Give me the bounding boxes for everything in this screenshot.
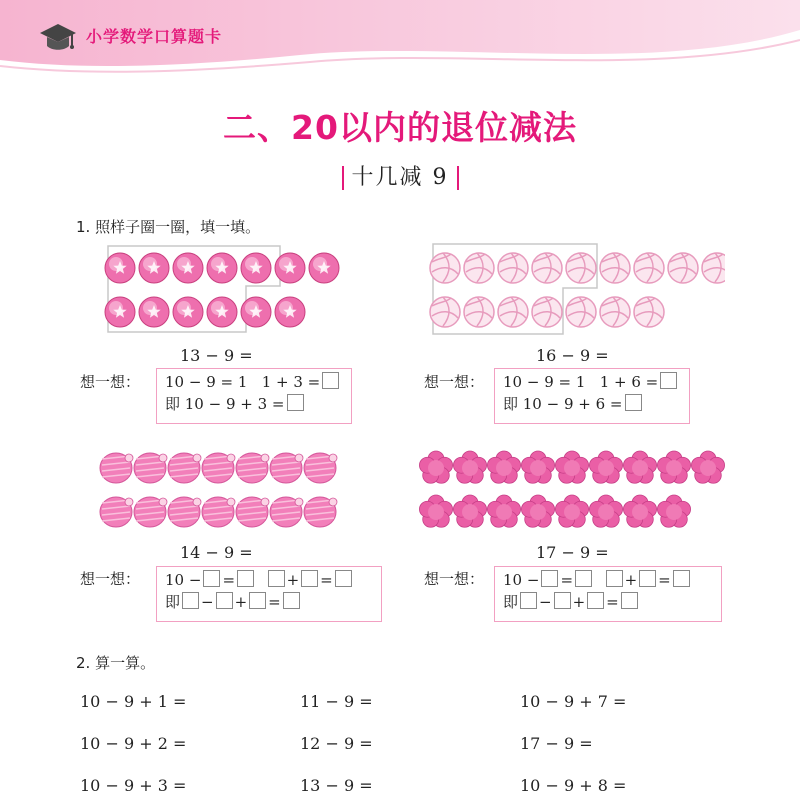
answer-box[interactable] [335, 570, 352, 587]
answer-box[interactable] [237, 570, 254, 587]
hint4-plus: + [624, 571, 638, 589]
drum-item [134, 497, 167, 527]
equation-4: 17 − 9 = [536, 543, 609, 562]
volleyball-item [634, 297, 664, 327]
flower-item [623, 495, 656, 527]
flower-item [691, 451, 724, 483]
star-ball-item [207, 253, 237, 283]
star-ball-item [139, 297, 169, 327]
calc-r3c3: 10 − 9 + 8 = [520, 776, 627, 795]
calc-r1c2: 11 − 9 = [300, 692, 373, 711]
volleyball-item [498, 253, 528, 283]
volleyball-item [634, 253, 664, 283]
answer-box[interactable] [283, 592, 300, 609]
drum-item [236, 453, 269, 483]
hint-box-1 [156, 368, 352, 424]
star-ball-item [309, 253, 339, 283]
flower-item [623, 451, 656, 483]
picture-flowers [416, 444, 726, 534]
answer-box[interactable] [606, 570, 623, 587]
answer-box[interactable] [520, 592, 537, 609]
answer-box[interactable] [203, 570, 220, 587]
hint3-eq: = [320, 571, 333, 589]
answer-box[interactable] [639, 570, 656, 587]
picture-star-balls [100, 240, 360, 340]
drum-item [304, 497, 337, 527]
hint3-eq: = [268, 593, 281, 611]
think-label-4: 想一想： [424, 570, 485, 588]
brand-title: 小学数学口算题卡 [86, 27, 223, 46]
volleyball-item [430, 297, 460, 327]
think-label-3: 想一想： [80, 570, 141, 588]
star-ball-item [241, 297, 271, 327]
answer-box[interactable] [216, 592, 233, 609]
answer-box[interactable] [625, 394, 642, 411]
picture-drums [96, 444, 356, 534]
volleyball-item [566, 297, 596, 327]
drum-item [100, 453, 133, 483]
hint1-line1-a: 10 − 9 = 1 [165, 373, 248, 391]
hint4-ji: 即 [503, 593, 519, 611]
volleyball-item [702, 253, 725, 283]
volleyball-item [566, 253, 596, 283]
hint3-plus: + [234, 593, 248, 611]
flower-item [589, 451, 622, 483]
drum-item [202, 453, 235, 483]
answer-box[interactable] [249, 592, 266, 609]
hint4-eq: = [560, 571, 574, 589]
answer-box[interactable] [301, 570, 318, 587]
drum-item [270, 453, 303, 483]
star-ball-item [139, 253, 169, 283]
subtitle-bar-left [342, 166, 344, 190]
hint4-minus: − [539, 593, 552, 611]
hint3-eq: = [222, 571, 236, 589]
star-ball-item [241, 253, 271, 283]
picture-volleyballs [425, 240, 725, 340]
hint3-ten-minus: 10 − [165, 571, 202, 589]
calc-r1c1: 10 − 9 + 1 = [80, 692, 187, 711]
star-ball-item [105, 253, 135, 283]
answer-box[interactable] [182, 592, 199, 609]
subtitle-text: 十几减 9 [351, 165, 449, 190]
hint-box-2 [494, 368, 690, 424]
calc-r3c2: 13 − 9 = [300, 776, 373, 795]
star-ball-item [275, 297, 305, 327]
flower-item [555, 495, 588, 527]
drum-item [134, 453, 167, 483]
calc-r2c1: 10 − 9 + 2 = [80, 734, 187, 753]
section2-heading: 2. 算一算。 [76, 654, 156, 672]
section1-heading: 1. 照样子圈一圈，填一填。 [76, 218, 261, 236]
hint3-plus: + [286, 571, 300, 589]
flower-item [657, 495, 690, 527]
flower-item [487, 451, 520, 483]
volleyball-item [600, 297, 630, 327]
hint2-line1-b: 1 + 6 = [599, 373, 659, 391]
hint3-minus: − [201, 593, 214, 611]
answer-box[interactable] [322, 372, 339, 389]
drum-item [168, 453, 201, 483]
calc-r1c3: 10 − 9 + 7 = [520, 692, 627, 711]
equation-1: 13 − 9 = [180, 346, 253, 365]
drum-item [236, 497, 269, 527]
think-label-1: 想一想： [80, 373, 141, 391]
hint-box-3 [156, 566, 382, 622]
hint4-eq: = [658, 571, 671, 589]
volleyball-item [464, 297, 494, 327]
drum-item [304, 453, 337, 483]
volleyball-item [430, 253, 460, 283]
volleyball-item [464, 253, 494, 283]
calc-r2c3: 17 − 9 = [520, 734, 593, 753]
hint1-line2: 即 10 − 9 + 3 = [165, 395, 285, 413]
drum-item [270, 497, 303, 527]
page-subtitle [0, 160, 800, 191]
answer-box[interactable] [287, 394, 304, 411]
hint2-line1-a: 10 − 9 = 1 [503, 373, 586, 391]
equation-3: 14 − 9 = [180, 543, 253, 562]
star-ball-item [105, 297, 135, 327]
drum-item [168, 497, 201, 527]
flower-item [555, 451, 588, 483]
answer-box[interactable] [660, 372, 677, 389]
flower-item [419, 495, 452, 527]
drum-item [202, 497, 235, 527]
star-ball-item [173, 297, 203, 327]
calc-r3c1: 10 − 9 + 3 = [80, 776, 187, 795]
volleyball-item [498, 297, 528, 327]
hint-box-4 [494, 566, 722, 622]
answer-box[interactable] [554, 592, 571, 609]
flower-item [657, 451, 690, 483]
flower-item [589, 495, 622, 527]
graduation-cap-icon [38, 22, 78, 54]
drum-item [100, 497, 133, 527]
answer-box[interactable] [541, 570, 558, 587]
hint3-ji: 即 [165, 593, 181, 611]
think-label-2: 想一想： [424, 373, 485, 391]
hint1-line1-b: 1 + 3 = [261, 373, 321, 391]
star-ball-item [173, 253, 203, 283]
flower-item [521, 495, 554, 527]
equation-2: 16 − 9 = [536, 346, 609, 365]
calc-r2c2: 12 − 9 = [300, 734, 373, 753]
answer-box[interactable] [268, 570, 285, 587]
hint4-eq: = [606, 593, 619, 611]
answer-box[interactable] [575, 570, 592, 587]
flower-item [487, 495, 520, 527]
flower-item [453, 495, 486, 527]
flower-item [453, 451, 486, 483]
page-title: 二、20以内的退位减法 [223, 108, 577, 147]
volleyball-item [532, 253, 562, 283]
subtitle-bar-right [457, 166, 459, 190]
hint4-ten-minus: 10 − [503, 571, 540, 589]
volleyball-item [532, 297, 562, 327]
star-ball-item [275, 253, 305, 283]
star-ball-item [207, 297, 237, 327]
volleyball-item [668, 253, 698, 283]
page-header [0, 0, 800, 80]
hint2-line2: 即 10 − 9 + 6 = [503, 395, 623, 413]
flower-item [521, 451, 554, 483]
hint4-plus: + [572, 593, 586, 611]
answer-box[interactable] [621, 592, 638, 609]
flower-item [419, 451, 452, 483]
answer-box[interactable] [673, 570, 690, 587]
volleyball-item [600, 253, 630, 283]
answer-box[interactable] [587, 592, 604, 609]
